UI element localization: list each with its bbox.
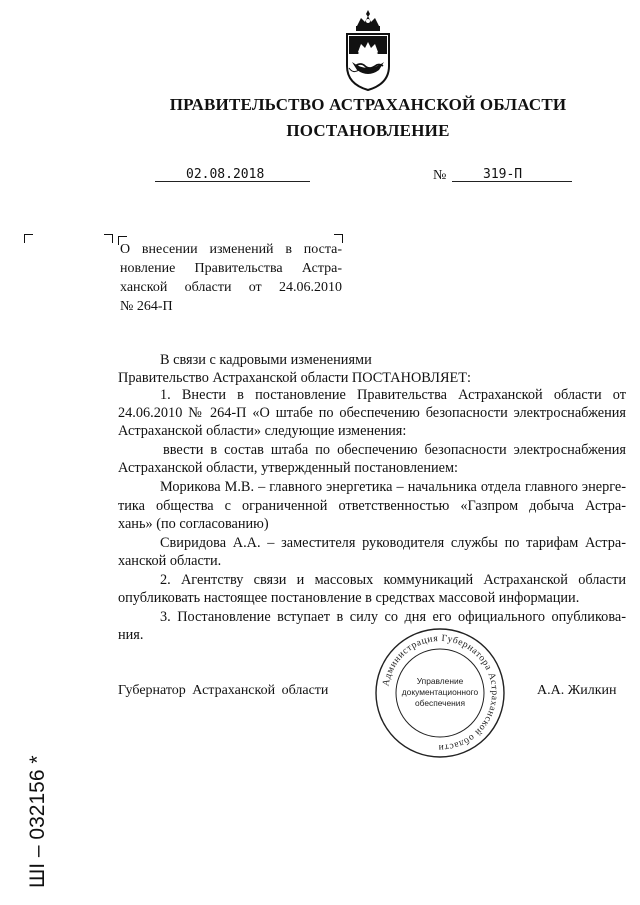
body-line: 2. Агентству связи и массовых коммуникаций Астраханской области	[160, 572, 626, 588]
number-sign: №	[433, 168, 447, 183]
coat-of-arms-emblem	[343, 8, 393, 92]
signer-name: А.А. Жилкин	[537, 683, 617, 698]
registration-number-text: ШI – 032156 *	[26, 755, 49, 888]
stamp-center-line: документационного	[401, 687, 479, 697]
body-line: ввести в состав штаба по обеспечению безопасности электроснабжения	[163, 442, 626, 458]
subject-line: ханской области от 24.06.2010	[120, 280, 342, 295]
document-date: 02.08.2018	[186, 167, 265, 182]
subject-line: О внесении изменений в поста-	[120, 242, 342, 257]
subject-line: новление Правительства Астра-	[120, 261, 342, 276]
signer-position: Губернатор Астраханской области	[118, 683, 329, 698]
government-title: ПРАВИТЕЛЬСТВО АСТРАХАНСКОЙ ОБЛАСТИ	[169, 95, 567, 114]
body-line: опубликовать настоящее постановление в средствах массовой информации.	[118, 590, 580, 606]
body-line: Астраханской области, утвержденный постановлением:	[118, 460, 459, 476]
body-line: ханской области.	[118, 553, 222, 569]
corner-mark-left	[24, 234, 33, 243]
body-line: ния.	[118, 627, 144, 643]
stamp-center-line: Управление	[416, 676, 464, 686]
corner-mark-top-right	[104, 234, 113, 243]
body-line: Астраханской области» следующие изменения:	[118, 423, 407, 439]
body-line: 3. Постановление вступает в силу со дня его официального опубликова-	[160, 609, 626, 625]
body-line: Свиридова А.А. – заместителя руководителя службы по тарифам Астра-	[160, 535, 626, 551]
body-line: хань» (по согласованию)	[118, 516, 269, 532]
body-line: 1. Внести в постановление Правительства Астраханской области от	[160, 387, 626, 403]
body-line: тика общества с ограниченной ответственностью «Газпром добыча Астра-	[118, 498, 626, 514]
body-line: 24.06.2010 № 264-П «О штабе по обеспечению безопасности электроснабжения	[118, 405, 626, 421]
stamp-ring-text: Администрация Губернатора Астраханской области	[380, 632, 501, 754]
subject-line: № 264-П	[120, 299, 173, 314]
document-number: 319-П	[483, 167, 523, 182]
stamp-center-line: обеспечения	[415, 698, 465, 708]
body-line: В связи с кадровыми изменениями	[160, 352, 372, 368]
registration-number	[22, 700, 52, 890]
document-type: ПОСТАНОВЛЕНИЕ	[286, 121, 450, 140]
official-stamp	[373, 626, 507, 760]
body-line: Правительство Астраханской области ПОСТАНОВЛЯЕТ:	[118, 370, 471, 386]
body-line: Морикова М.В. – главного энергетика – начальника отдела главного энерге-	[160, 479, 626, 495]
